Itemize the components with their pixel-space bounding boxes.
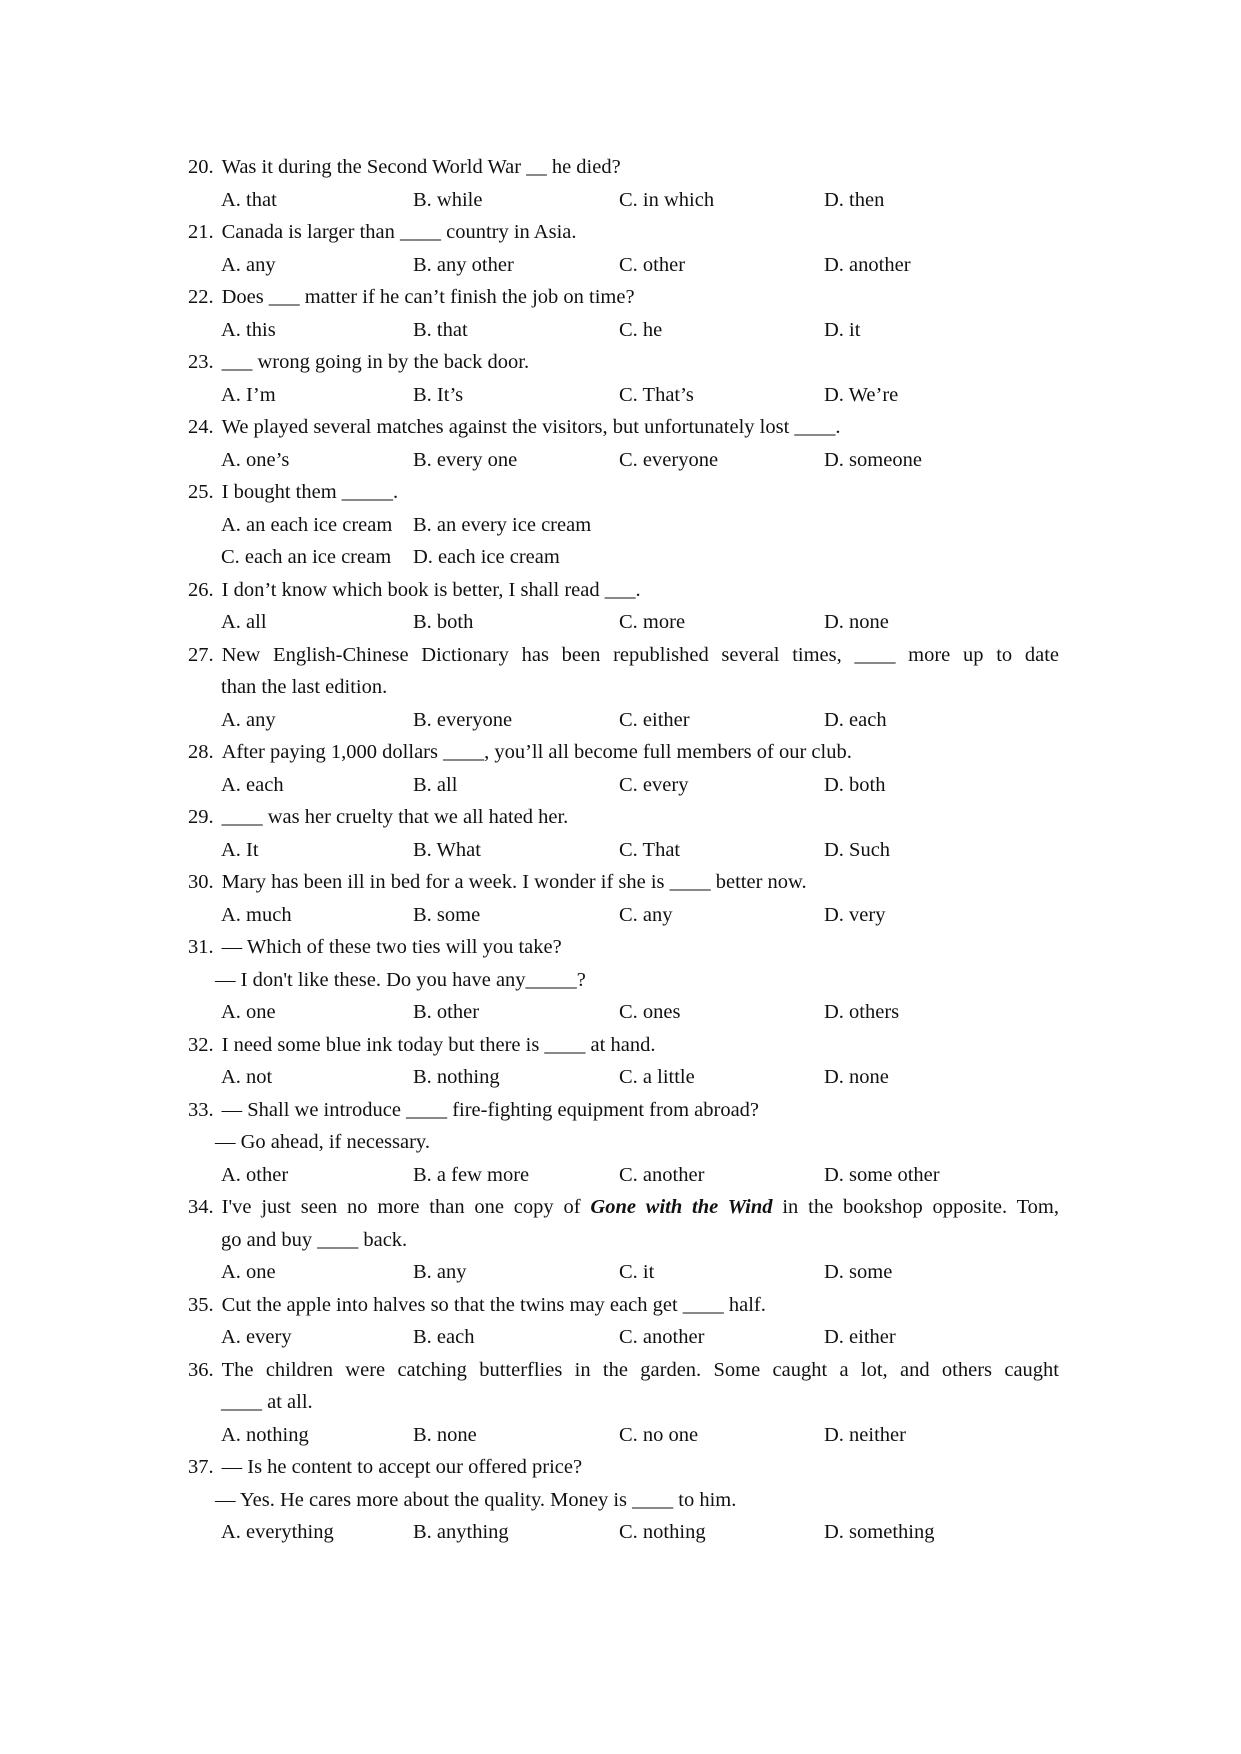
question-text: We played several matches against the visitors, but unfortunately lost ____. bbox=[221, 416, 841, 438]
option-d[interactable]: D. it bbox=[824, 318, 861, 341]
option-d[interactable]: D. none bbox=[824, 1066, 889, 1088]
book-title: Gone with the Wind bbox=[590, 1196, 773, 1218]
option-b[interactable]: B. any other bbox=[413, 253, 514, 276]
question-number: 27. bbox=[188, 643, 214, 666]
option-d[interactable]: D. then bbox=[824, 188, 885, 211]
option-row bbox=[188, 704, 1059, 737]
question-stem bbox=[188, 346, 1059, 379]
question-text-continued: go and buy ____ back. bbox=[221, 1228, 408, 1251]
option-d[interactable]: D. another bbox=[824, 253, 911, 276]
option-c[interactable]: C. every bbox=[619, 773, 689, 796]
question-text-before: I've just seen no more than one copy of bbox=[221, 1196, 591, 1218]
question-stem bbox=[188, 639, 1059, 672]
option-row bbox=[188, 769, 1059, 802]
option-a[interactable]: A. one bbox=[221, 1001, 276, 1023]
option-a[interactable]: A. not bbox=[221, 1066, 273, 1088]
option-b[interactable]: B. that bbox=[413, 318, 468, 341]
question-stem bbox=[188, 574, 1059, 607]
option-a[interactable]: A. much bbox=[221, 903, 292, 926]
option-a[interactable]: A. this bbox=[221, 318, 276, 341]
option-row bbox=[188, 606, 1059, 639]
question-text: Does ___ matter if he can’t finish the job on time? bbox=[221, 286, 635, 308]
option-row bbox=[188, 1516, 1059, 1549]
option-c[interactable]: C. he bbox=[619, 318, 663, 341]
option-c[interactable]: C. That’s bbox=[619, 383, 694, 406]
option-row bbox=[188, 249, 1059, 282]
dialog-reply: — I don't like these. Do you have any_____? bbox=[215, 968, 586, 991]
option-b[interactable]: B. both bbox=[413, 611, 474, 633]
question-text: Mary has been ill in bed for a week. I wonder if she is ____ better now. bbox=[221, 871, 807, 893]
question-stem bbox=[188, 1029, 1059, 1062]
option-b[interactable]: B. while bbox=[413, 188, 483, 211]
question-text: I bought them _____. bbox=[221, 481, 399, 503]
option-d[interactable]: D. both bbox=[824, 773, 886, 796]
option-d[interactable]: D. each ice cream bbox=[413, 546, 560, 568]
question-stem bbox=[188, 281, 1059, 314]
option-row bbox=[188, 1159, 1059, 1192]
question-number: 25. bbox=[188, 481, 214, 503]
question-stem bbox=[188, 866, 1059, 899]
question-number: 33. bbox=[188, 1098, 214, 1121]
question-list bbox=[188, 151, 1059, 1549]
option-row bbox=[188, 184, 1059, 217]
option-c[interactable]: C. other bbox=[619, 253, 686, 276]
question-text bbox=[214, 1191, 1059, 1224]
option-b[interactable]: B. any bbox=[413, 1261, 467, 1283]
question-stem bbox=[188, 736, 1059, 769]
option-row bbox=[188, 379, 1059, 412]
question-number: 37. bbox=[188, 1456, 214, 1478]
question-number: 20. bbox=[188, 156, 214, 178]
question-stem bbox=[188, 476, 1059, 509]
question-number: 21. bbox=[188, 221, 214, 243]
question-number: 35. bbox=[188, 1293, 214, 1316]
question-stem bbox=[188, 1354, 1059, 1387]
option-row bbox=[188, 899, 1059, 932]
option-d[interactable]: D. others bbox=[824, 1001, 900, 1023]
option-b[interactable]: B. everyone bbox=[413, 708, 513, 731]
question-stem bbox=[188, 411, 1059, 444]
option-b[interactable]: B. none bbox=[413, 1423, 477, 1446]
question-number: 31. bbox=[188, 936, 214, 958]
option-a[interactable]: A. that bbox=[221, 188, 277, 211]
option-b[interactable]: B. all bbox=[413, 773, 458, 796]
option-a[interactable]: A. one’s bbox=[221, 448, 290, 471]
option-a[interactable]: A. all bbox=[221, 611, 267, 633]
option-c[interactable]: C. nothing bbox=[619, 1521, 706, 1543]
question-text: ____ was her cruelty that we all hated her. bbox=[221, 806, 569, 828]
question-text: — Shall we introduce ____ fire-fighting equipment from abroad? bbox=[221, 1098, 760, 1121]
option-row bbox=[188, 1419, 1059, 1452]
option-a[interactable]: A. any bbox=[221, 253, 276, 276]
option-a[interactable]: A. It bbox=[221, 838, 259, 861]
question-number: 30. bbox=[188, 871, 214, 893]
question-stem bbox=[188, 151, 1059, 184]
option-row bbox=[188, 1321, 1059, 1354]
question-text: — Which of these two ties will you take? bbox=[221, 936, 562, 958]
option-c[interactable]: C. it bbox=[619, 1261, 655, 1283]
question-text: — Is he content to accept our offered price? bbox=[221, 1456, 583, 1478]
question-text: Was it during the Second World War __ he died? bbox=[221, 156, 621, 178]
option-b[interactable]: B. a few more bbox=[413, 1163, 530, 1186]
question-number: 32. bbox=[188, 1033, 214, 1056]
option-a[interactable]: A. every bbox=[221, 1326, 292, 1348]
option-b[interactable]: B. an every ice cream bbox=[413, 513, 592, 536]
option-row bbox=[188, 996, 1059, 1029]
option-c[interactable]: C. everyone bbox=[619, 448, 719, 471]
option-a[interactable]: A. an each ice cream bbox=[221, 513, 393, 536]
option-c[interactable]: C. another bbox=[619, 1163, 705, 1186]
option-c[interactable]: C. either bbox=[619, 708, 690, 731]
question-stem bbox=[188, 1451, 1059, 1484]
question-stem bbox=[188, 1289, 1059, 1322]
option-a[interactable]: A. one bbox=[221, 1261, 276, 1283]
option-b[interactable]: B. some bbox=[413, 903, 481, 926]
question-number: 24. bbox=[188, 416, 214, 438]
option-c[interactable]: C. in which bbox=[619, 188, 715, 211]
dialog-reply: — Go ahead, if necessary. bbox=[215, 1131, 430, 1153]
question-text: New English-Chinese Dictionary has been republished several times, ____ more up to date bbox=[221, 643, 1059, 666]
question-text-after: in the bookshop opposite. Tom, bbox=[772, 1196, 1059, 1218]
option-c[interactable]: C. more bbox=[619, 611, 686, 633]
option-c[interactable]: C. another bbox=[619, 1326, 705, 1348]
option-row bbox=[188, 834, 1059, 867]
question-stem bbox=[188, 216, 1059, 249]
option-row bbox=[188, 509, 1059, 542]
option-c[interactable]: C. any bbox=[619, 903, 673, 926]
option-d[interactable]: D. someone bbox=[824, 448, 922, 471]
question-stem bbox=[188, 801, 1059, 834]
question-text-continued: than the last edition. bbox=[221, 676, 388, 698]
dialog-reply: — Yes. He cares more about the quality. Money is ____ to him. bbox=[215, 1488, 737, 1511]
question-text: Cut the apple into halves so that the twins may each get ____ half. bbox=[221, 1293, 766, 1316]
option-d[interactable]: D. some other bbox=[824, 1163, 940, 1186]
question-text: After paying 1,000 dollars ____, you’ll all become full members of our club. bbox=[221, 741, 852, 763]
option-c[interactable]: C. each an ice cream bbox=[221, 546, 392, 568]
option-d[interactable]: D. some bbox=[824, 1261, 893, 1283]
option-row bbox=[188, 444, 1059, 477]
question-text: ___ wrong going in by the back door. bbox=[221, 351, 530, 373]
option-a[interactable]: A. nothing bbox=[221, 1423, 309, 1446]
option-c[interactable]: C. ones bbox=[619, 1001, 681, 1023]
option-row bbox=[188, 541, 1059, 574]
option-d[interactable]: D. none bbox=[824, 611, 889, 633]
option-b[interactable]: B. What bbox=[413, 838, 481, 861]
question-text: I don’t know which book is better, I shall read ___. bbox=[221, 578, 641, 601]
option-d[interactable]: D. Such bbox=[824, 838, 891, 861]
option-a[interactable]: A. other bbox=[221, 1163, 289, 1186]
option-a[interactable]: A. everything bbox=[221, 1521, 334, 1543]
question-number: 23. bbox=[188, 351, 214, 373]
question-number: 22. bbox=[188, 286, 214, 308]
option-d[interactable]: D. neither bbox=[824, 1423, 906, 1446]
option-a[interactable]: A. any bbox=[221, 708, 276, 731]
option-row bbox=[188, 1061, 1059, 1094]
option-c[interactable]: C. no one bbox=[619, 1423, 699, 1446]
question-number: 28. bbox=[188, 741, 214, 763]
question-stem bbox=[188, 1191, 1059, 1224]
option-row bbox=[188, 1256, 1059, 1289]
option-b[interactable]: B. It’s bbox=[413, 383, 464, 406]
question-stem bbox=[188, 1094, 1059, 1127]
option-d[interactable]: D. either bbox=[824, 1326, 896, 1348]
question-number: 36. bbox=[188, 1358, 214, 1381]
question-text: I need some blue ink today but there is ____ at hand. bbox=[221, 1033, 656, 1056]
question-text: Canada is larger than ____ country in Asia. bbox=[221, 221, 577, 243]
question-text-continued: ____ at all. bbox=[221, 1391, 313, 1413]
option-b[interactable]: B. every one bbox=[413, 448, 518, 471]
option-b[interactable]: B. anything bbox=[413, 1521, 509, 1543]
option-a[interactable]: A. each bbox=[221, 773, 284, 796]
question-stem bbox=[188, 931, 1059, 964]
option-d[interactable]: D. very bbox=[824, 903, 886, 926]
option-b[interactable]: B. each bbox=[413, 1326, 475, 1348]
option-c[interactable]: C. a little bbox=[619, 1066, 695, 1088]
question-text: The children were catching butterflies in the garden. Some caught a lot, and others caught bbox=[221, 1358, 1059, 1381]
question-number: 26. bbox=[188, 578, 214, 601]
question-number: 34. bbox=[188, 1196, 214, 1218]
question-number: 29. bbox=[188, 806, 214, 828]
option-d[interactable]: D. each bbox=[824, 708, 887, 731]
option-d[interactable]: D. something bbox=[824, 1521, 935, 1543]
option-b[interactable]: B. nothing bbox=[413, 1066, 500, 1088]
option-row bbox=[188, 314, 1059, 347]
option-b[interactable]: B. other bbox=[413, 1001, 480, 1023]
option-d[interactable]: D. We’re bbox=[824, 383, 899, 406]
option-a[interactable]: A. I’m bbox=[221, 383, 276, 406]
option-c[interactable]: C. That bbox=[619, 838, 681, 861]
